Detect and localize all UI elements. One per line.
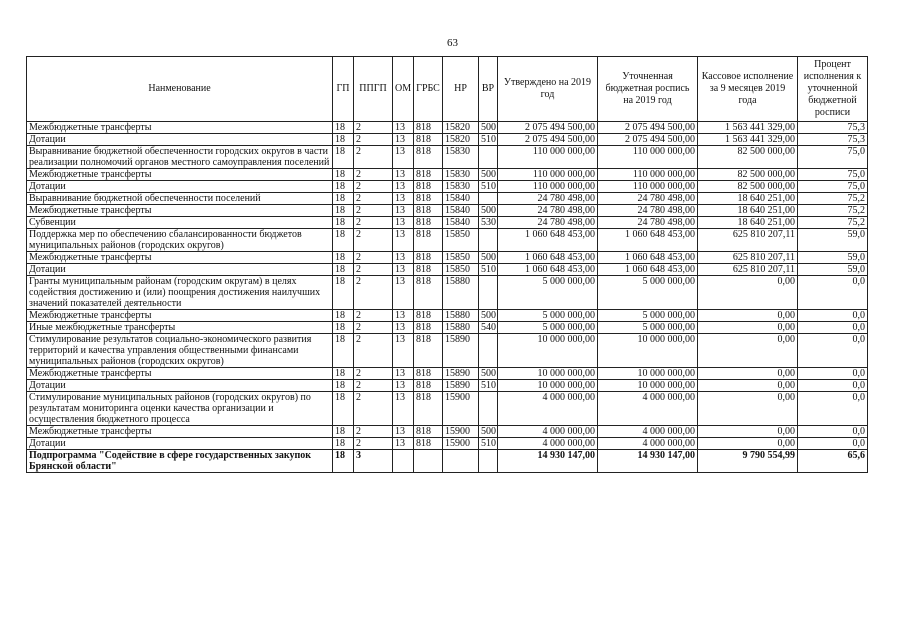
cell-approved: 1 060 648 453,00 bbox=[498, 252, 598, 264]
cell-percent: 0,0 bbox=[798, 334, 868, 368]
cell-approved: 5 000 000,00 bbox=[498, 310, 598, 322]
cell-name: Межбюджетные трансферты bbox=[27, 252, 333, 264]
cell-vr: 530 bbox=[479, 217, 498, 229]
table-row bbox=[27, 193, 868, 205]
cell-approved: 2 075 494 500,00 bbox=[498, 122, 598, 134]
cell-gp: 18 bbox=[333, 146, 354, 169]
cell-cash: 625 810 207,11 bbox=[698, 264, 798, 276]
cell-grbs: 818 bbox=[414, 380, 443, 392]
cell-name: Межбюджетные трансферты bbox=[27, 310, 333, 322]
header-om: ОМ bbox=[393, 57, 414, 122]
cell-ppgp: 2 bbox=[354, 146, 393, 169]
cell-ppgp: 2 bbox=[354, 334, 393, 368]
cell-cash: 0,00 bbox=[698, 334, 798, 368]
cell-nr: 15900 bbox=[443, 426, 479, 438]
cell-ppgp: 2 bbox=[354, 217, 393, 229]
cell-nr: 15820 bbox=[443, 134, 479, 146]
cell-om: 13 bbox=[393, 322, 414, 334]
cell-grbs: 818 bbox=[414, 193, 443, 205]
cell-nr: 15880 bbox=[443, 322, 479, 334]
cell-cash: 0,00 bbox=[698, 426, 798, 438]
cell-gp: 18 bbox=[333, 229, 354, 252]
table-row bbox=[27, 450, 868, 473]
cell-approved: 14 930 147,00 bbox=[498, 450, 598, 473]
cell-gp: 18 bbox=[333, 205, 354, 217]
table-row bbox=[27, 380, 868, 392]
cell-om: 13 bbox=[393, 252, 414, 264]
cell-cash: 0,00 bbox=[698, 392, 798, 426]
header-approved: Утверждено на 2019 год bbox=[498, 57, 598, 122]
cell-refined: 5 000 000,00 bbox=[598, 310, 698, 322]
cell-ppgp: 2 bbox=[354, 380, 393, 392]
cell-cash: 82 500 000,00 bbox=[698, 146, 798, 169]
cell-ppgp: 2 bbox=[354, 438, 393, 450]
cell-percent: 0,0 bbox=[798, 380, 868, 392]
cell-gp: 18 bbox=[333, 450, 354, 473]
cell-vr: 510 bbox=[479, 181, 498, 193]
cell-percent: 75,2 bbox=[798, 205, 868, 217]
cell-ppgp: 2 bbox=[354, 252, 393, 264]
cell-name: Дотации bbox=[27, 134, 333, 146]
cell-cash: 18 640 251,00 bbox=[698, 217, 798, 229]
cell-grbs: 818 bbox=[414, 217, 443, 229]
cell-approved: 24 780 498,00 bbox=[498, 193, 598, 205]
cell-refined: 110 000 000,00 bbox=[598, 181, 698, 193]
cell-gp: 18 bbox=[333, 334, 354, 368]
cell-percent: 0,0 bbox=[798, 368, 868, 380]
table-row bbox=[27, 181, 868, 193]
cell-approved: 110 000 000,00 bbox=[498, 146, 598, 169]
cell-om: 13 bbox=[393, 392, 414, 426]
cell-cash: 0,00 bbox=[698, 438, 798, 450]
table-row bbox=[27, 169, 868, 181]
cell-gp: 18 bbox=[333, 193, 354, 205]
cell-om: 13 bbox=[393, 181, 414, 193]
cell-approved: 110 000 000,00 bbox=[498, 181, 598, 193]
table-row bbox=[27, 334, 868, 368]
table-row bbox=[27, 264, 868, 276]
cell-vr: 500 bbox=[479, 426, 498, 438]
cell-om: 13 bbox=[393, 264, 414, 276]
cell-nr: 15890 bbox=[443, 380, 479, 392]
cell-vr: 500 bbox=[479, 122, 498, 134]
cell-nr: 15890 bbox=[443, 368, 479, 380]
cell-ppgp: 2 bbox=[354, 205, 393, 217]
cell-name: Выравнивание бюджетной обеспеченности поселений bbox=[27, 193, 333, 205]
cell-gp: 18 bbox=[333, 181, 354, 193]
cell-refined: 2 075 494 500,00 bbox=[598, 122, 698, 134]
cell-name: Межбюджетные трансферты bbox=[27, 169, 333, 181]
cell-ppgp: 3 bbox=[354, 450, 393, 473]
cell-name: Иные межбюджетные трансферты bbox=[27, 322, 333, 334]
cell-grbs: 818 bbox=[414, 122, 443, 134]
cell-gp: 18 bbox=[333, 438, 354, 450]
cell-refined: 10 000 000,00 bbox=[598, 368, 698, 380]
cell-name: Дотации bbox=[27, 438, 333, 450]
cell-gp: 18 bbox=[333, 169, 354, 181]
cell-gp: 18 bbox=[333, 264, 354, 276]
header-cash: Кассовое исполнение за 9 месяцев 2019 года bbox=[698, 57, 798, 122]
cell-approved: 5 000 000,00 bbox=[498, 322, 598, 334]
table-row bbox=[27, 205, 868, 217]
table-body bbox=[27, 122, 868, 473]
budget-table bbox=[26, 56, 868, 473]
cell-nr: 15900 bbox=[443, 392, 479, 426]
cell-grbs: 818 bbox=[414, 322, 443, 334]
cell-name: Подпрограмма "Содействие в сфере государственных закупок Брянской области" bbox=[27, 450, 333, 473]
cell-grbs: 818 bbox=[414, 205, 443, 217]
cell-gp: 18 bbox=[333, 426, 354, 438]
table-row bbox=[27, 252, 868, 264]
cell-gp: 18 bbox=[333, 122, 354, 134]
cell-ppgp: 2 bbox=[354, 169, 393, 181]
cell-approved: 110 000 000,00 bbox=[498, 169, 598, 181]
cell-name: Поддержка мер по обеспечению сбалансированности бюджетов муниципальных районов (городских округов) bbox=[27, 229, 333, 252]
table-row bbox=[27, 146, 868, 169]
cell-cash: 625 810 207,11 bbox=[698, 252, 798, 264]
cell-name: Гранты муниципальным районам (городским округам) в целях содействия достижению и (или) поощрения достижения наилучших значений показателей деятельности bbox=[27, 276, 333, 310]
cell-name: Стимулирование муниципальных районов (городских округов) по результатам мониторинга оценки качества организации и осуществления бюджетного процесса bbox=[27, 392, 333, 426]
cell-name: Межбюджетные трансферты bbox=[27, 426, 333, 438]
cell-percent: 75,3 bbox=[798, 122, 868, 134]
table-row bbox=[27, 310, 868, 322]
cell-ppgp: 2 bbox=[354, 193, 393, 205]
cell-grbs: 818 bbox=[414, 169, 443, 181]
cell-percent: 0,0 bbox=[798, 276, 868, 310]
cell-percent: 75,2 bbox=[798, 217, 868, 229]
cell-om: 13 bbox=[393, 169, 414, 181]
cell-nr: 15850 bbox=[443, 252, 479, 264]
cell-cash: 0,00 bbox=[698, 322, 798, 334]
cell-percent: 59,0 bbox=[798, 264, 868, 276]
cell-gp: 18 bbox=[333, 368, 354, 380]
cell-refined: 24 780 498,00 bbox=[598, 217, 698, 229]
cell-ppgp: 2 bbox=[354, 264, 393, 276]
cell-vr: 510 bbox=[479, 264, 498, 276]
cell-vr: 540 bbox=[479, 322, 498, 334]
cell-cash: 0,00 bbox=[698, 276, 798, 310]
cell-nr: 15880 bbox=[443, 276, 479, 310]
cell-vr: 500 bbox=[479, 252, 498, 264]
cell-om: 13 bbox=[393, 368, 414, 380]
header-ppgp: ППГП bbox=[354, 57, 393, 122]
table-row bbox=[27, 322, 868, 334]
cell-name: Межбюджетные трансферты bbox=[27, 205, 333, 217]
header-percent: Процент исполнения к уточненной бюджетной росписи bbox=[798, 57, 868, 122]
cell-percent: 75,0 bbox=[798, 169, 868, 181]
cell-grbs: 818 bbox=[414, 264, 443, 276]
cell-nr: 15820 bbox=[443, 122, 479, 134]
cell-vr: 500 bbox=[479, 169, 498, 181]
cell-nr: 15840 bbox=[443, 217, 479, 229]
cell-gp: 18 bbox=[333, 134, 354, 146]
cell-nr: 15840 bbox=[443, 193, 479, 205]
cell-gp: 18 bbox=[333, 380, 354, 392]
header-refined: Уточненная бюджетная роспись на 2019 год bbox=[598, 57, 698, 122]
header-name: Нанменование bbox=[27, 57, 333, 122]
cell-approved: 10 000 000,00 bbox=[498, 368, 598, 380]
cell-ppgp: 2 bbox=[354, 322, 393, 334]
table-row bbox=[27, 134, 868, 146]
cell-approved: 1 060 648 453,00 bbox=[498, 229, 598, 252]
cell-nr bbox=[443, 450, 479, 473]
cell-nr: 15850 bbox=[443, 229, 479, 252]
cell-nr: 15830 bbox=[443, 146, 479, 169]
cell-cash: 82 500 000,00 bbox=[698, 169, 798, 181]
cell-refined: 4 000 000,00 bbox=[598, 426, 698, 438]
table-header-row bbox=[27, 57, 868, 122]
cell-ppgp: 2 bbox=[354, 310, 393, 322]
cell-ppgp: 2 bbox=[354, 426, 393, 438]
header-gp: ГП bbox=[333, 57, 354, 122]
cell-gp: 18 bbox=[333, 252, 354, 264]
cell-name: Субвенции bbox=[27, 217, 333, 229]
cell-refined: 24 780 498,00 bbox=[598, 205, 698, 217]
cell-vr: 510 bbox=[479, 380, 498, 392]
cell-refined: 14 930 147,00 bbox=[598, 450, 698, 473]
cell-percent: 59,0 bbox=[798, 252, 868, 264]
cell-name: Дотации bbox=[27, 264, 333, 276]
cell-gp: 18 bbox=[333, 217, 354, 229]
cell-grbs: 818 bbox=[414, 368, 443, 380]
cell-grbs: 818 bbox=[414, 438, 443, 450]
cell-om: 13 bbox=[393, 380, 414, 392]
cell-name: Межбюджетные трансферты bbox=[27, 368, 333, 380]
table-row bbox=[27, 276, 868, 310]
cell-ppgp: 2 bbox=[354, 276, 393, 310]
header-grbs: ГРБС bbox=[414, 57, 443, 122]
header-vr: ВР bbox=[479, 57, 498, 122]
table-row bbox=[27, 392, 868, 426]
cell-percent: 59,0 bbox=[798, 229, 868, 252]
cell-vr: 510 bbox=[479, 134, 498, 146]
cell-om: 13 bbox=[393, 426, 414, 438]
cell-percent: 0,0 bbox=[798, 426, 868, 438]
cell-grbs: 818 bbox=[414, 146, 443, 169]
cell-nr: 15830 bbox=[443, 169, 479, 181]
cell-om: 13 bbox=[393, 310, 414, 322]
cell-om: 13 bbox=[393, 134, 414, 146]
cell-refined: 10 000 000,00 bbox=[598, 380, 698, 392]
cell-nr: 15830 bbox=[443, 181, 479, 193]
cell-om: 13 bbox=[393, 205, 414, 217]
cell-refined: 1 060 648 453,00 bbox=[598, 229, 698, 252]
cell-nr: 15840 bbox=[443, 205, 479, 217]
cell-om: 13 bbox=[393, 217, 414, 229]
cell-percent: 0,0 bbox=[798, 392, 868, 426]
table-row bbox=[27, 122, 868, 134]
cell-approved: 24 780 498,00 bbox=[498, 205, 598, 217]
cell-name: Стимулирование результатов социально-экономического развития территорий и качества управления общественными финансами муниципальных районов (городских округов) bbox=[27, 334, 333, 368]
cell-ppgp: 2 bbox=[354, 392, 393, 426]
cell-grbs: 818 bbox=[414, 252, 443, 264]
cell-cash: 1 563 441 329,00 bbox=[698, 122, 798, 134]
cell-vr: 500 bbox=[479, 205, 498, 217]
cell-om: 13 bbox=[393, 438, 414, 450]
cell-cash: 1 563 441 329,00 bbox=[698, 134, 798, 146]
cell-cash: 0,00 bbox=[698, 310, 798, 322]
cell-percent: 0,0 bbox=[798, 310, 868, 322]
cell-refined: 1 060 648 453,00 bbox=[598, 264, 698, 276]
cell-approved: 4 000 000,00 bbox=[498, 438, 598, 450]
cell-refined: 110 000 000,00 bbox=[598, 146, 698, 169]
table-row bbox=[27, 438, 868, 450]
cell-om: 13 bbox=[393, 122, 414, 134]
cell-name: Дотации bbox=[27, 181, 333, 193]
cell-nr: 15900 bbox=[443, 438, 479, 450]
cell-cash: 0,00 bbox=[698, 380, 798, 392]
cell-ppgp: 2 bbox=[354, 368, 393, 380]
cell-percent: 75,0 bbox=[798, 181, 868, 193]
cell-cash: 82 500 000,00 bbox=[698, 181, 798, 193]
cell-approved: 24 780 498,00 bbox=[498, 217, 598, 229]
cell-vr bbox=[479, 450, 498, 473]
cell-approved: 5 000 000,00 bbox=[498, 276, 598, 310]
cell-grbs: 818 bbox=[414, 310, 443, 322]
cell-om: 13 bbox=[393, 229, 414, 252]
cell-grbs: 818 bbox=[414, 426, 443, 438]
cell-approved: 10 000 000,00 bbox=[498, 334, 598, 368]
cell-cash: 18 640 251,00 bbox=[698, 205, 798, 217]
cell-cash: 18 640 251,00 bbox=[698, 193, 798, 205]
cell-grbs: 818 bbox=[414, 334, 443, 368]
table-row bbox=[27, 426, 868, 438]
cell-grbs bbox=[414, 450, 443, 473]
cell-percent: 65,6 bbox=[798, 450, 868, 473]
page-number: 63 bbox=[447, 37, 458, 49]
cell-grbs: 818 bbox=[414, 392, 443, 426]
cell-percent: 0,0 bbox=[798, 322, 868, 334]
cell-vr bbox=[479, 229, 498, 252]
cell-cash: 9 790 554,99 bbox=[698, 450, 798, 473]
cell-ppgp: 2 bbox=[354, 122, 393, 134]
cell-vr bbox=[479, 276, 498, 310]
cell-name: Выравнивание бюджетной обеспеченности городских округов в части реализации полномочий органов местного самоуправления поселений bbox=[27, 146, 333, 169]
cell-percent: 75,3 bbox=[798, 134, 868, 146]
cell-om bbox=[393, 450, 414, 473]
cell-refined: 4 000 000,00 bbox=[598, 392, 698, 426]
cell-om: 13 bbox=[393, 276, 414, 310]
cell-refined: 4 000 000,00 bbox=[598, 438, 698, 450]
cell-vr bbox=[479, 334, 498, 368]
cell-vr bbox=[479, 193, 498, 205]
cell-refined: 10 000 000,00 bbox=[598, 334, 698, 368]
cell-nr: 15850 bbox=[443, 264, 479, 276]
cell-refined: 1 060 648 453,00 bbox=[598, 252, 698, 264]
cell-gp: 18 bbox=[333, 310, 354, 322]
cell-approved: 4 000 000,00 bbox=[498, 426, 598, 438]
cell-vr: 510 bbox=[479, 438, 498, 450]
table-row bbox=[27, 217, 868, 229]
cell-refined: 110 000 000,00 bbox=[598, 169, 698, 181]
cell-om: 13 bbox=[393, 193, 414, 205]
cell-om: 13 bbox=[393, 334, 414, 368]
cell-gp: 18 bbox=[333, 392, 354, 426]
cell-nr: 15890 bbox=[443, 334, 479, 368]
cell-approved: 2 075 494 500,00 bbox=[498, 134, 598, 146]
cell-grbs: 818 bbox=[414, 134, 443, 146]
cell-om: 13 bbox=[393, 146, 414, 169]
cell-percent: 0,0 bbox=[798, 438, 868, 450]
cell-name: Дотации bbox=[27, 380, 333, 392]
cell-nr: 15880 bbox=[443, 310, 479, 322]
cell-refined: 5 000 000,00 bbox=[598, 276, 698, 310]
cell-approved: 10 000 000,00 bbox=[498, 380, 598, 392]
cell-cash: 625 810 207,11 bbox=[698, 229, 798, 252]
cell-vr bbox=[479, 146, 498, 169]
cell-grbs: 818 bbox=[414, 181, 443, 193]
cell-ppgp: 2 bbox=[354, 134, 393, 146]
header-nr: НР bbox=[443, 57, 479, 122]
cell-vr bbox=[479, 392, 498, 426]
cell-approved: 1 060 648 453,00 bbox=[498, 264, 598, 276]
cell-ppgp: 2 bbox=[354, 229, 393, 252]
cell-percent: 75,0 bbox=[798, 146, 868, 169]
cell-ppgp: 2 bbox=[354, 181, 393, 193]
cell-vr: 500 bbox=[479, 310, 498, 322]
cell-approved: 4 000 000,00 bbox=[498, 392, 598, 426]
cell-gp: 18 bbox=[333, 322, 354, 334]
cell-gp: 18 bbox=[333, 276, 354, 310]
table-row bbox=[27, 368, 868, 380]
cell-grbs: 818 bbox=[414, 276, 443, 310]
cell-refined: 24 780 498,00 bbox=[598, 193, 698, 205]
cell-refined: 5 000 000,00 bbox=[598, 322, 698, 334]
cell-percent: 75,2 bbox=[798, 193, 868, 205]
cell-grbs: 818 bbox=[414, 229, 443, 252]
cell-vr: 500 bbox=[479, 368, 498, 380]
cell-name: Межбюджетные трансферты bbox=[27, 122, 333, 134]
cell-refined: 2 075 494 500,00 bbox=[598, 134, 698, 146]
cell-cash: 0,00 bbox=[698, 368, 798, 380]
table-row bbox=[27, 229, 868, 252]
